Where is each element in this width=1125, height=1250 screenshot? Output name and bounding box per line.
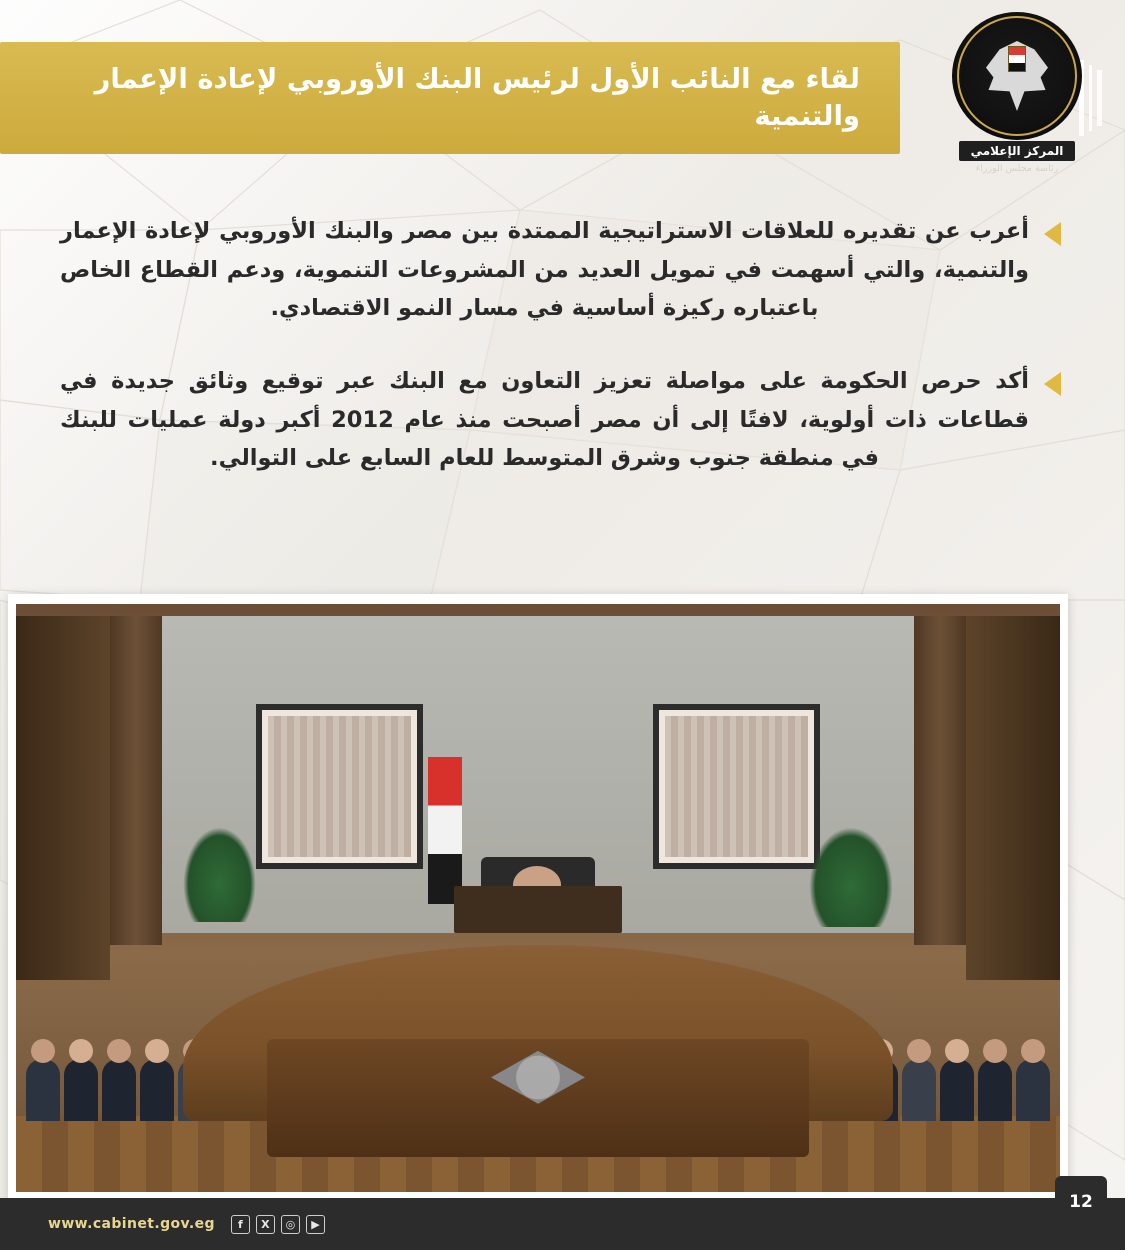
photo-frame: [8, 594, 1068, 1200]
head-desk: [454, 886, 621, 933]
plant-right: [809, 827, 893, 927]
cabinet-logo: [933, 8, 1101, 188]
x-twitter-icon[interactable]: X: [256, 1215, 275, 1234]
logo-caption: المركز الإعلامي: [959, 141, 1076, 161]
egypt-flag-icon: [428, 757, 461, 904]
bullet-item: [60, 362, 1065, 478]
arrow-bullet-icon: [1039, 372, 1065, 396]
arrow-bullet-icon: [1039, 222, 1065, 246]
bullet-list: [60, 212, 1065, 512]
bullet-item: [60, 212, 1065, 328]
facebook-icon[interactable]: f: [231, 1215, 250, 1234]
page-footer: [0, 1198, 1125, 1250]
page-number-badge: 12: [1055, 1176, 1107, 1228]
logo-subtitle: رئاسة مجلس الوزراء: [975, 163, 1059, 174]
wall-artwork-left: [256, 704, 423, 869]
youtube-icon[interactable]: ▶: [306, 1215, 325, 1234]
eagle-emblem-icon: [952, 12, 1082, 140]
page-header: [0, 0, 1125, 196]
page-title: لقاء مع النائب الأول لرئيس البنك الأوروبي لإعادة الإعمار والتنمية: [94, 62, 860, 132]
plant-left: [183, 827, 256, 921]
website-link[interactable]: www.cabinet.gov.eg: [48, 1216, 215, 1232]
instagram-icon[interactable]: ◎: [281, 1215, 300, 1234]
flag-shield-icon: [1008, 46, 1026, 72]
social-links[interactable]: [231, 1215, 325, 1234]
wall-artwork-right: [653, 704, 820, 869]
meeting-photo: [16, 604, 1060, 1192]
bullet-text: أعرب عن تقديره للعلاقات الاستراتيجية الممتدة بين مصر والبنك الأوروبي لإعادة الإعمار والتنمية، والتي أسهمت في تمويل العديد من المشروعات التنموية، ودعم القطاع الخاص باعتباره ركيزة أساسية في مسار النمو الاقتصادي.: [60, 218, 1029, 322]
bullet-text: أكد حرص الحكومة على مواصلة تعزيز التعاون مع البنك عبر توقيع وثائق جديدة في قطاعات ذات أولوية، لافتًا إلى أن مصر أصبحت منذ عام 2012 أكبر دولة عمليات للبنك في منطقة جنوب وشرق المتوسط للعام السابع على التوالي.: [60, 368, 1029, 472]
